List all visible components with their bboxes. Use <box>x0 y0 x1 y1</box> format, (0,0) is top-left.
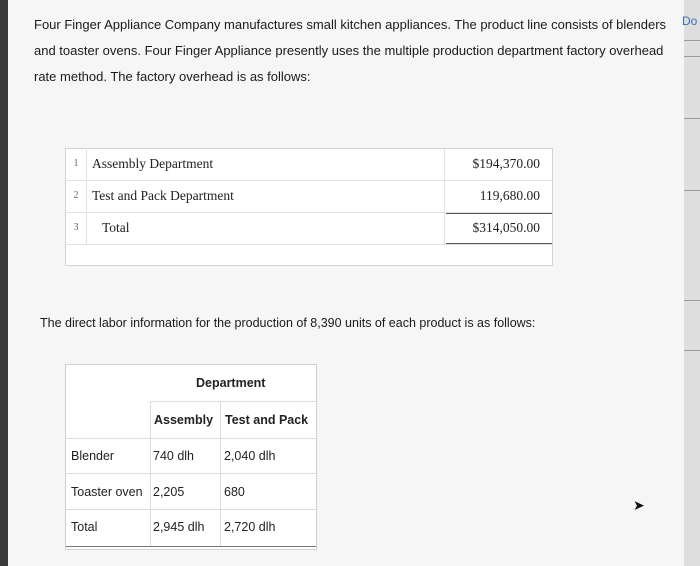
strip-line <box>684 350 700 351</box>
window-edge <box>0 0 8 566</box>
adjacent-window-strip <box>684 0 700 566</box>
row-number: 1 <box>73 158 79 169</box>
assembly-cell: 2,205 <box>153 485 185 499</box>
test-pack-column-header: Test and Pack <box>225 413 309 427</box>
strip-line <box>684 190 700 191</box>
row-label: Assembly Department <box>92 156 214 171</box>
row-label: Total <box>102 220 130 235</box>
edge-partial-text: Do <box>682 14 698 28</box>
header-divider <box>150 401 316 402</box>
row-divider <box>66 473 316 474</box>
row-value: 119,680.00 <box>479 188 540 203</box>
total-underline-top <box>446 213 552 214</box>
table-row <box>66 149 552 181</box>
row-label: Toaster oven <box>71 485 143 499</box>
table-row <box>66 213 552 245</box>
strip-line <box>684 56 700 57</box>
test-pack-cell: 2,040 dlh <box>224 449 276 463</box>
assembly-column-header: Assembly <box>154 413 214 427</box>
arrow-cursor-icon: ➤ <box>633 497 645 513</box>
assembly-cell: 2,945 dlh <box>153 520 205 534</box>
row-label: Test and Pack Department <box>92 188 234 203</box>
row-value: $314,050.00 <box>472 220 540 235</box>
strip-line <box>684 118 700 119</box>
row-divider <box>66 509 316 510</box>
row-divider <box>86 149 87 180</box>
row-divider <box>86 213 87 244</box>
table-row <box>66 181 552 213</box>
row-label: Blender <box>71 449 115 463</box>
total-underline <box>66 546 316 547</box>
factory-overhead-table <box>65 148 553 266</box>
strip-line <box>684 40 700 41</box>
question-page <box>8 0 684 566</box>
column-divider <box>220 401 221 547</box>
test-pack-cell: 2,720 dlh <box>224 520 276 534</box>
department-header: Department <box>196 376 266 390</box>
row-label: Total <box>71 520 98 534</box>
column-divider <box>150 401 151 547</box>
direct-labor-table <box>65 364 317 550</box>
test-pack-cell: 680 <box>224 485 245 499</box>
row-divider <box>86 181 87 212</box>
row-number: 3 <box>73 222 79 233</box>
row-number: 2 <box>73 190 79 201</box>
row-value: $194,370.00 <box>472 156 540 171</box>
strip-line <box>684 300 700 301</box>
labor-intro-text: The direct labor information for the production of 8,390 units of each product is as follows: <box>40 316 536 330</box>
row-divider <box>66 438 316 439</box>
assembly-cell: 740 dlh <box>153 449 195 463</box>
problem-intro-text: Four Finger Appliance Company manufactures small kitchen appliances. The product line consists of blenders and toaster ovens. Four Finger Appliance presently uses the multiple production department factory overhead rate method. The factory overhead is as follows: <box>34 17 667 84</box>
total-underline-bottom <box>446 243 552 244</box>
